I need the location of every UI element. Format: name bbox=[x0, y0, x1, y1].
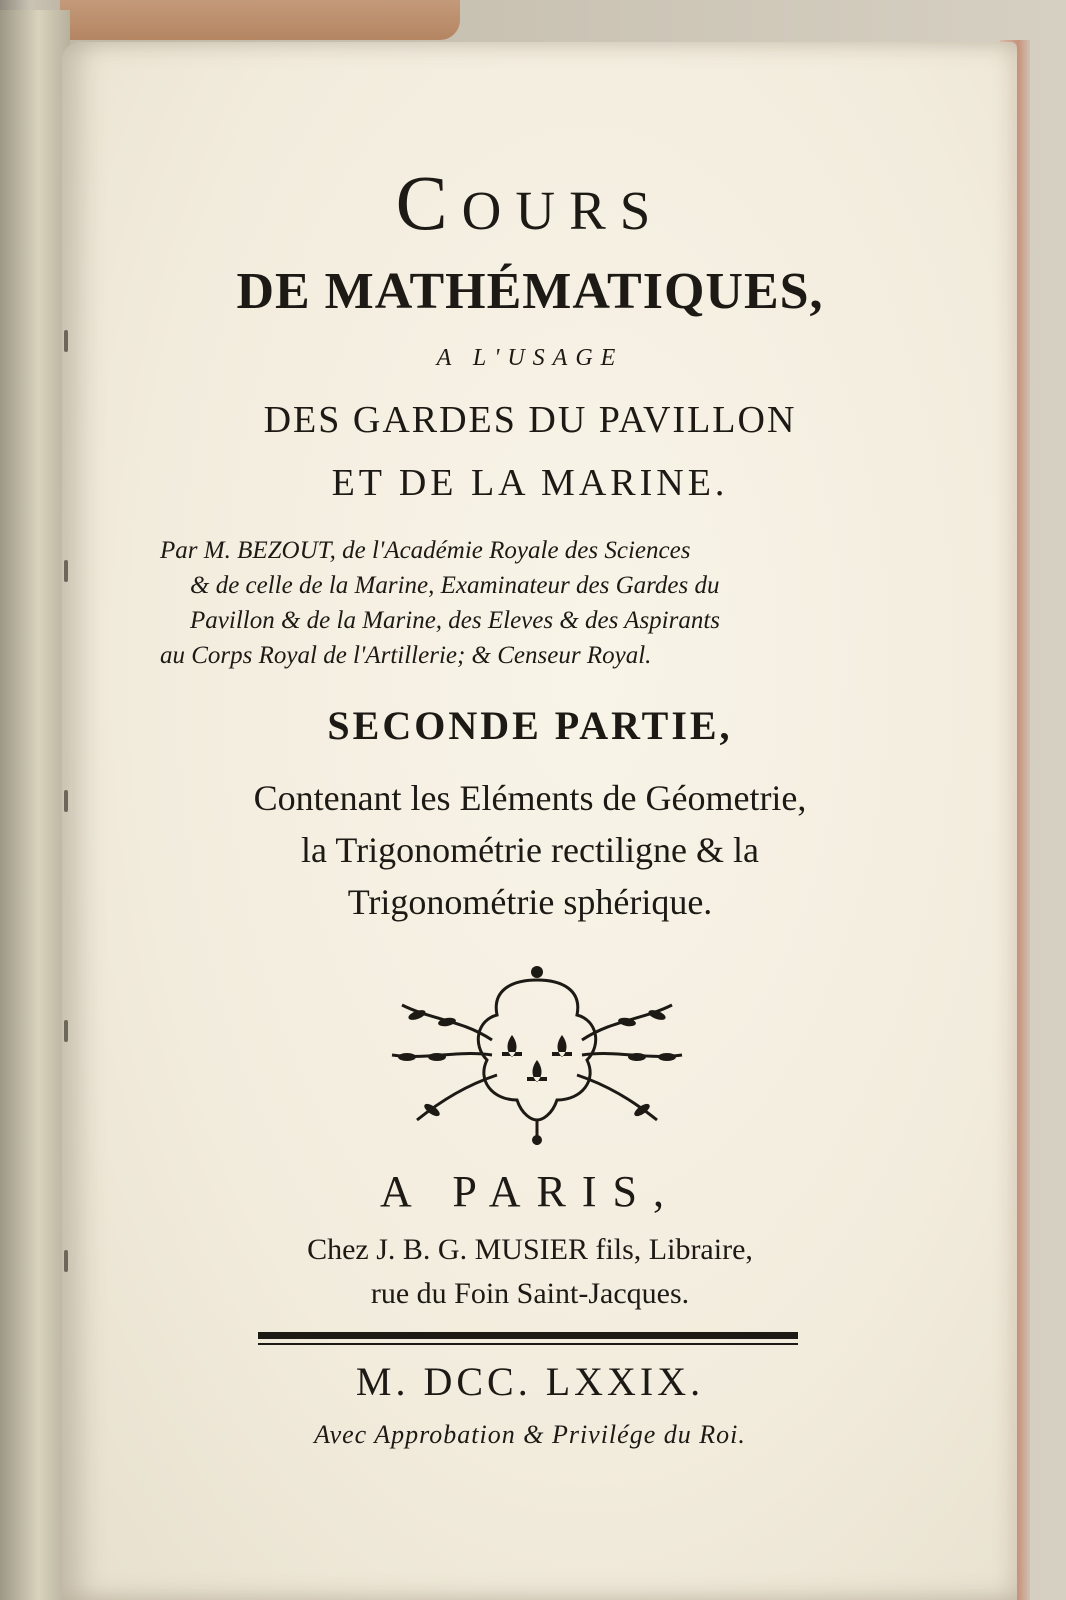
imprint-date: M. DCC. LXXIX. bbox=[355, 1359, 705, 1404]
approval-line: Avec Approbation & Privilége du Roi. bbox=[314, 1420, 746, 1449]
author-block bbox=[160, 533, 900, 673]
contents-line: Contenant les Eléments de Géometrie, bbox=[253, 778, 807, 818]
binding-stitch bbox=[64, 1020, 68, 1042]
book-subtitle: DE MATHÉMATIQUES, bbox=[236, 263, 824, 320]
binding-stitch bbox=[64, 560, 68, 582]
contents-line: la Trigonométrie rectiligne & la bbox=[301, 830, 759, 870]
usage-line: A L'USAGE bbox=[436, 345, 624, 371]
author-line: Par M. BEZOUT, de l'Académie Royale des Sciences bbox=[160, 537, 691, 564]
binding-stitch bbox=[64, 790, 68, 812]
printer-line: Chez J. B. G. MUSIER fils, Libraire, bbox=[307, 1233, 753, 1266]
author-line: Pavillon & de la Marine, des Eleves & des Aspirants bbox=[190, 607, 721, 634]
contents-block bbox=[130, 772, 930, 928]
author-line: & de celle de la Marine, Examinateur des Gardes du bbox=[190, 572, 720, 599]
book-title: Cours bbox=[395, 159, 665, 246]
binding-stitch bbox=[64, 1250, 68, 1272]
author-line: au Corps Royal de l'Artillerie; & Censeur Royal. bbox=[160, 642, 652, 669]
divider-rule bbox=[258, 1332, 798, 1339]
imprint-city: A PARIS, bbox=[379, 1167, 681, 1216]
audience-line-2: ET DE LA MARINE. bbox=[331, 462, 729, 504]
printer-line: rue du Foin Saint-Jacques. bbox=[370, 1277, 690, 1310]
printer-block bbox=[130, 1228, 930, 1316]
audience-line-1: DES GARDES DU PAVILLON bbox=[263, 399, 797, 441]
fleur-de-lis-ornament-icon bbox=[372, 960, 702, 1150]
book-cover-top bbox=[60, 0, 460, 40]
contents-line: Trigonométrie sphérique. bbox=[347, 882, 713, 922]
binding-stitch bbox=[64, 330, 68, 352]
part-heading: SECONDE PARTIE, bbox=[327, 703, 733, 748]
book-back-cover bbox=[0, 10, 70, 1600]
divider-rule bbox=[258, 1343, 798, 1345]
